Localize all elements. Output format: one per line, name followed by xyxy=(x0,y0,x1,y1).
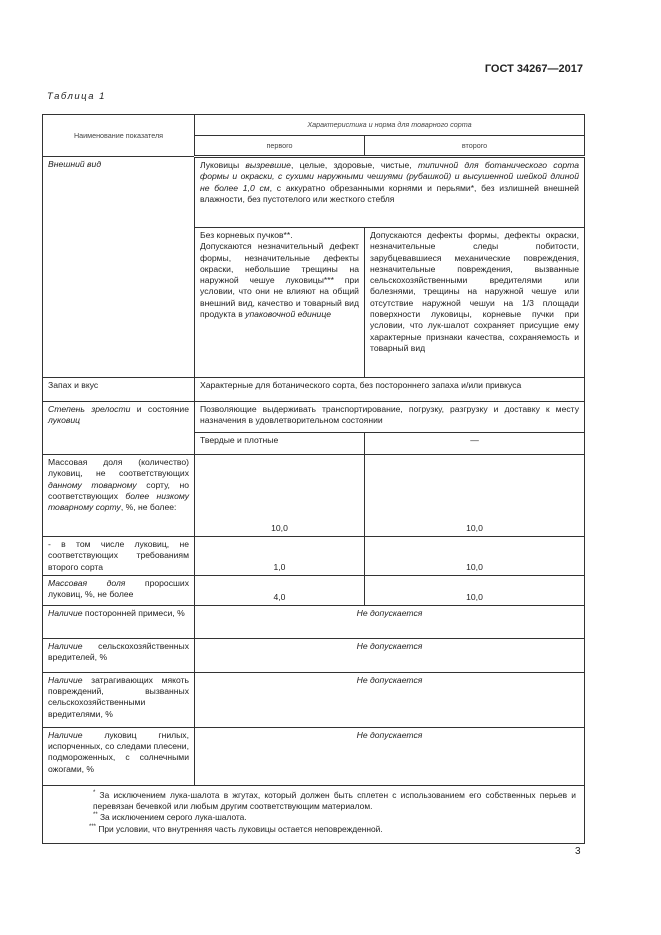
text: Степень зрелости xyxy=(48,404,131,414)
row-label xyxy=(43,402,195,455)
text: посторонней примеси, % xyxy=(82,607,185,618)
footnote-mark: * xyxy=(93,790,96,797)
text: , целые, здоровые, чистые, xyxy=(290,160,418,170)
footnote-text: За исключением лука-шалота в жгутах, который должен быть сплетен с использованием его собственных перьев и перевязан бечевкой или любым другим соответствующим материалом. xyxy=(93,789,576,812)
text: , %, не более: xyxy=(120,502,177,513)
text: Без корневых пучков**. xyxy=(200,230,293,240)
text: Наличие xyxy=(48,729,83,740)
table-row xyxy=(43,378,585,402)
footnote-mark: *** xyxy=(89,823,97,830)
text: сорту, но соответствующих xyxy=(48,479,190,501)
appearance-common xyxy=(195,157,585,228)
header-second-grade: второго xyxy=(365,136,585,157)
table-row xyxy=(43,455,585,537)
appearance-second: Допускаются дефекты формы, дефекты окраски, незначительные следы побитости, зарубцевавшиеся механические повреждения, незначительные повреждения, вызванные сельскохозяйственными вредителями или болезнями, трещины на наружной чешуе или отсутствие наружной чешуи на 1/3 площади поверхности луковицы, корневые пучки при условии, что лук-шалот сохраняет присущие ему характерные признаки качества, сохраняемость и товарный вид xyxy=(365,228,585,378)
value-second: 10,0 xyxy=(365,575,585,605)
value-second: 10,0 xyxy=(365,455,585,537)
text: вызревшие xyxy=(245,160,291,170)
table-row xyxy=(43,575,585,605)
table-row xyxy=(43,605,585,638)
row-label xyxy=(43,157,195,378)
footnote-mark: ** xyxy=(93,812,98,819)
page-number: 3 xyxy=(575,846,581,857)
text: Луковицы xyxy=(200,160,246,170)
table-caption: Таблица 1 xyxy=(47,91,106,102)
presence-value: Не допускается xyxy=(195,672,585,727)
text: луковиц гнилых, испорченных, со следами плесени, подмороженных, с солнечными ожогами, % xyxy=(48,729,189,774)
row-label xyxy=(43,638,195,672)
row-label: - в том числе луковиц, не соответствующих требованиям второго сорта xyxy=(43,537,195,576)
value-first: 1,0 xyxy=(195,537,365,576)
value-first: 10,0 xyxy=(195,455,365,537)
row-label xyxy=(43,672,195,727)
row-label xyxy=(43,575,195,605)
text: Наличие xyxy=(48,640,83,651)
maturity-first: Твердые и плотные xyxy=(195,433,365,455)
header-indicator-name: Наименование показателя xyxy=(43,115,195,157)
text: упаковочной единице xyxy=(245,309,332,320)
text: Допускаются незначительный дефект формы, незначительные дефекты окраски, небольшие трещины на наружной чешуе луковицы*** при условии, что они не влияют на общий внешний вид, качество и товарный вид продукта в xyxy=(200,241,359,320)
text: Наличие xyxy=(48,607,83,618)
document-id: ГОСТ 34267—2017 xyxy=(484,63,583,75)
row-label xyxy=(43,455,195,537)
text: Массовая доля xyxy=(48,577,126,588)
presence-value: Не допускается xyxy=(195,727,585,785)
label-text: Внешний вид xyxy=(48,159,102,169)
text: проросших луковиц, %, не более xyxy=(48,577,189,600)
value-second: 10,0 xyxy=(365,537,585,576)
value-first: 4,0 xyxy=(195,575,365,605)
requirements-table xyxy=(42,114,585,844)
table-row xyxy=(43,157,585,228)
table-row xyxy=(43,672,585,727)
text: данному товарному xyxy=(48,479,137,490)
maturity-common: Позволяющие выдерживать транспортирование, погрузку, разгрузку и доставку к месту назначения в удовлетворительном состоянии xyxy=(195,402,585,433)
footnote-text: При условии, что внутренняя часть луковицы остается неповрежденной. xyxy=(96,823,383,834)
text: сельскохозяйственных вредителей, % xyxy=(48,640,189,663)
table-row xyxy=(43,537,585,576)
text: луковиц xyxy=(48,415,81,426)
header-grade-group: Характеристика и норма для товарного сорта xyxy=(195,115,585,136)
footnote xyxy=(51,790,576,813)
footnote xyxy=(51,824,576,835)
row-label xyxy=(43,727,195,785)
footnote xyxy=(51,812,576,823)
table-row xyxy=(43,638,585,672)
text: , с аккуратно обрезанными корнями и перьями*, без излишней внешней влажности, без пустотелого или жесткого стебля xyxy=(200,182,579,204)
footnotes-row xyxy=(43,785,585,843)
text: более низкому товарному сорту xyxy=(48,490,189,513)
footnote-text: За исключением серого лука-шалота. xyxy=(97,812,247,823)
smell-value: Характерные для ботанического сорта, без постороннего запаха и/или привкуса xyxy=(195,378,585,402)
table-row xyxy=(43,727,585,785)
appearance-first xyxy=(195,228,365,378)
header-first-grade: первого xyxy=(195,136,365,157)
text: затрагивающих мякоть повреждений, вызванных сельскохозяйственными вредителями, % xyxy=(48,674,189,719)
footnotes xyxy=(43,785,585,843)
text: типичной для ботанического сорта формы и окраски, с сухими наружными чешуями (рубашкой) и высушенной шейкой длиной не более 1,0 см xyxy=(200,160,579,193)
row-label xyxy=(43,605,195,638)
table-row xyxy=(43,402,585,433)
text: и состояние xyxy=(130,404,189,414)
text: Массовая доля (количество) луковиц, не соответствующих xyxy=(48,457,189,479)
presence-value: Не допускается xyxy=(195,638,585,672)
presence-value: Не допускается xyxy=(195,605,585,638)
row-label: Запах и вкус xyxy=(43,378,195,402)
maturity-second: — xyxy=(365,433,585,455)
text: Наличие xyxy=(48,674,83,685)
